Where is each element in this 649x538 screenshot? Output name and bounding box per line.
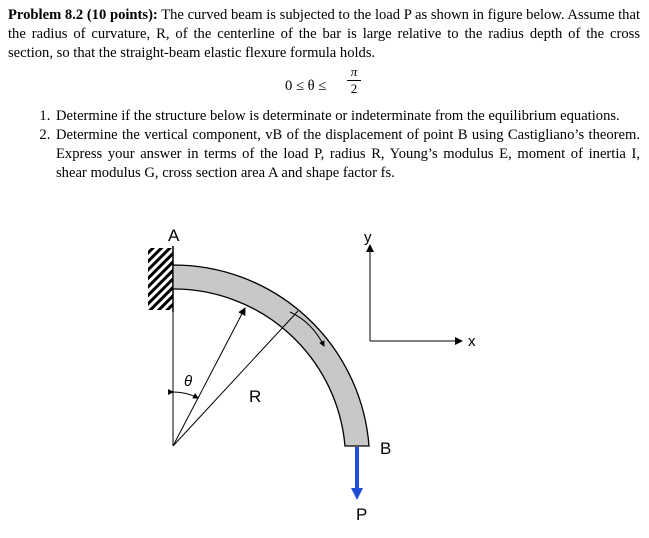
fraction-numerator: π [350, 64, 358, 79]
inequality-text: 0 ≤ θ ≤ [285, 78, 327, 94]
task-item-2: 2. Determine the vertical component, vB of the displacement of point B using Castigliano’s theorem. Express your answer in terms of the load P, radius R, Young’s modulus E, moment of inertia I, shear modulus G, cross section area A and shape factor fs. [54, 126, 640, 183]
problem-statement: The curved beam is subjected to the load P as shown in figure below. Assume that the radius of curvature, R, of the centerline of the bar is large relative to the radius depth of the cross section, so that the straight-beam elastic flexure formula holds. [8, 7, 640, 61]
theta-arc [173, 392, 198, 398]
task-item-1: 1. Determine if the structure below is determinate or indeterminate from the equilibrium equations. [54, 107, 640, 126]
fixed-support-hatching [148, 248, 173, 310]
fraction-denominator: 2 [350, 81, 358, 96]
axis-label-y: y [364, 229, 372, 246]
axis-label-x: x [468, 333, 476, 350]
label-R: R [249, 387, 262, 406]
label-A: A [168, 226, 180, 245]
label-B: B [380, 439, 392, 458]
problem-heading: Problem 8.2 (10 points): [8, 7, 158, 23]
label-theta: θ [184, 373, 193, 390]
curved-beam [173, 265, 369, 446]
load-arrow-head [351, 488, 363, 500]
label-P: P [356, 505, 368, 524]
